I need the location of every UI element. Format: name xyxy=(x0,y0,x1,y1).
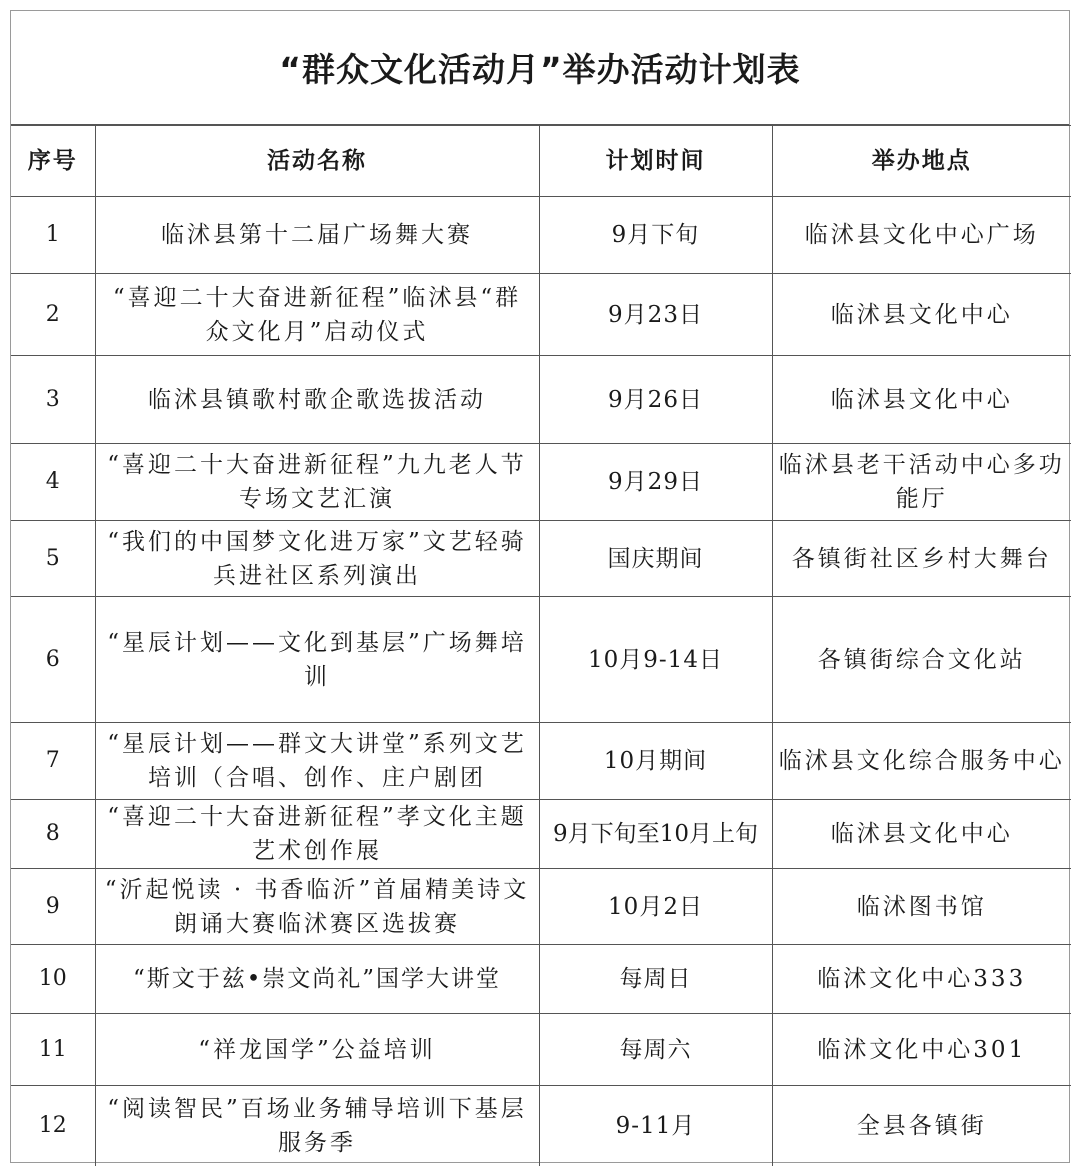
table-row xyxy=(11,356,1071,444)
row-name: “祥龙国学”公益培训 xyxy=(95,1014,539,1086)
row-time: 9月23日 xyxy=(539,274,772,356)
table-row xyxy=(11,274,1071,356)
row-time: 10月9-14日 xyxy=(539,597,772,723)
row-no: 10 xyxy=(11,945,95,1014)
row-no: 6 xyxy=(11,597,95,723)
header-time: 计划时间 xyxy=(539,126,772,197)
row-place: 临沭县文化中心广场 xyxy=(772,197,1071,274)
row-time: 9-11月 xyxy=(539,1086,772,1166)
table-row xyxy=(11,597,1071,723)
row-place: 临沭县文化中心 xyxy=(772,356,1071,444)
row-no: 3 xyxy=(11,356,95,444)
row-no: 4 xyxy=(11,444,95,521)
row-name: “斯文于兹•崇文尚礼”国学大讲堂 xyxy=(95,945,539,1014)
row-place: 临沭县文化中心 xyxy=(772,800,1071,869)
row-no: 1 xyxy=(11,197,95,274)
row-name: “沂起悦读 · 书香临沂”首届精美诗文朗诵大赛临沭赛区选拔赛 xyxy=(95,869,539,945)
row-name: “喜迎二十大奋进新征程”九九老人节专场文艺汇演 xyxy=(95,444,539,521)
row-place: 临沭图书馆 xyxy=(772,869,1071,945)
row-no: 5 xyxy=(11,521,95,597)
plan-table-sheet xyxy=(10,10,1070,1163)
row-place: 全县各镇街 xyxy=(772,1086,1071,1166)
header-no: 序号 xyxy=(11,126,95,197)
row-name: “阅读智民”百场业务辅导培训下基层服务季 xyxy=(95,1086,539,1166)
activity-plan-table xyxy=(11,125,1071,1166)
row-place: 临沭县文化中心 xyxy=(772,274,1071,356)
table-row xyxy=(11,1086,1071,1166)
row-time: 9月29日 xyxy=(539,444,772,521)
table-row xyxy=(11,869,1071,945)
table-row xyxy=(11,197,1071,274)
row-no: 11 xyxy=(11,1014,95,1086)
row-time: 每周六 xyxy=(539,1014,772,1086)
header-name: 活动名称 xyxy=(95,126,539,197)
row-no: 12 xyxy=(11,1086,95,1166)
row-name: “星辰计划——群文大讲堂”系列文艺培训（合唱、创作、庄户剧团 xyxy=(95,723,539,800)
row-time: 9月下旬至10月上旬 xyxy=(539,800,772,869)
header-row xyxy=(11,126,1071,197)
table-row xyxy=(11,723,1071,800)
row-name: “我们的中国梦文化进万家”文艺轻骑兵进社区系列演出 xyxy=(95,521,539,597)
row-place: 临沭文化中心301 xyxy=(772,1014,1071,1086)
header-place: 举办地点 xyxy=(772,126,1071,197)
row-place: 各镇街社区乡村大舞台 xyxy=(772,521,1071,597)
row-time: 10月期间 xyxy=(539,723,772,800)
row-place: 临沭县老干活动中心多功能厅 xyxy=(772,444,1071,521)
row-time: 9月26日 xyxy=(539,356,772,444)
row-no: 9 xyxy=(11,869,95,945)
row-time: 每周日 xyxy=(539,945,772,1014)
row-no: 8 xyxy=(11,800,95,869)
row-name: “星辰计划——文化到基层”广场舞培训 xyxy=(95,597,539,723)
row-place: 临沭文化中心333 xyxy=(772,945,1071,1014)
row-time: 10月2日 xyxy=(539,869,772,945)
row-time: 9月下旬 xyxy=(539,197,772,274)
row-time: 国庆期间 xyxy=(539,521,772,597)
row-no: 2 xyxy=(11,274,95,356)
row-place: 临沭县文化综合服务中心 xyxy=(772,723,1071,800)
row-no: 7 xyxy=(11,723,95,800)
row-name: “喜迎二十大奋进新征程”临沭县“群众文化月”启动仪式 xyxy=(95,274,539,356)
row-name: “喜迎二十大奋进新征程”孝文化主题艺术创作展 xyxy=(95,800,539,869)
table-row xyxy=(11,521,1071,597)
row-place: 各镇街综合文化站 xyxy=(772,597,1071,723)
table-row xyxy=(11,1014,1071,1086)
table-row xyxy=(11,800,1071,869)
table-row xyxy=(11,444,1071,521)
table-row xyxy=(11,945,1071,1014)
page-title: “群众文化活动月”举办活动计划表 xyxy=(11,11,1069,125)
row-name: 临沭县镇歌村歌企歌选拔活动 xyxy=(95,356,539,444)
row-name: 临沭县第十二届广场舞大赛 xyxy=(95,197,539,274)
